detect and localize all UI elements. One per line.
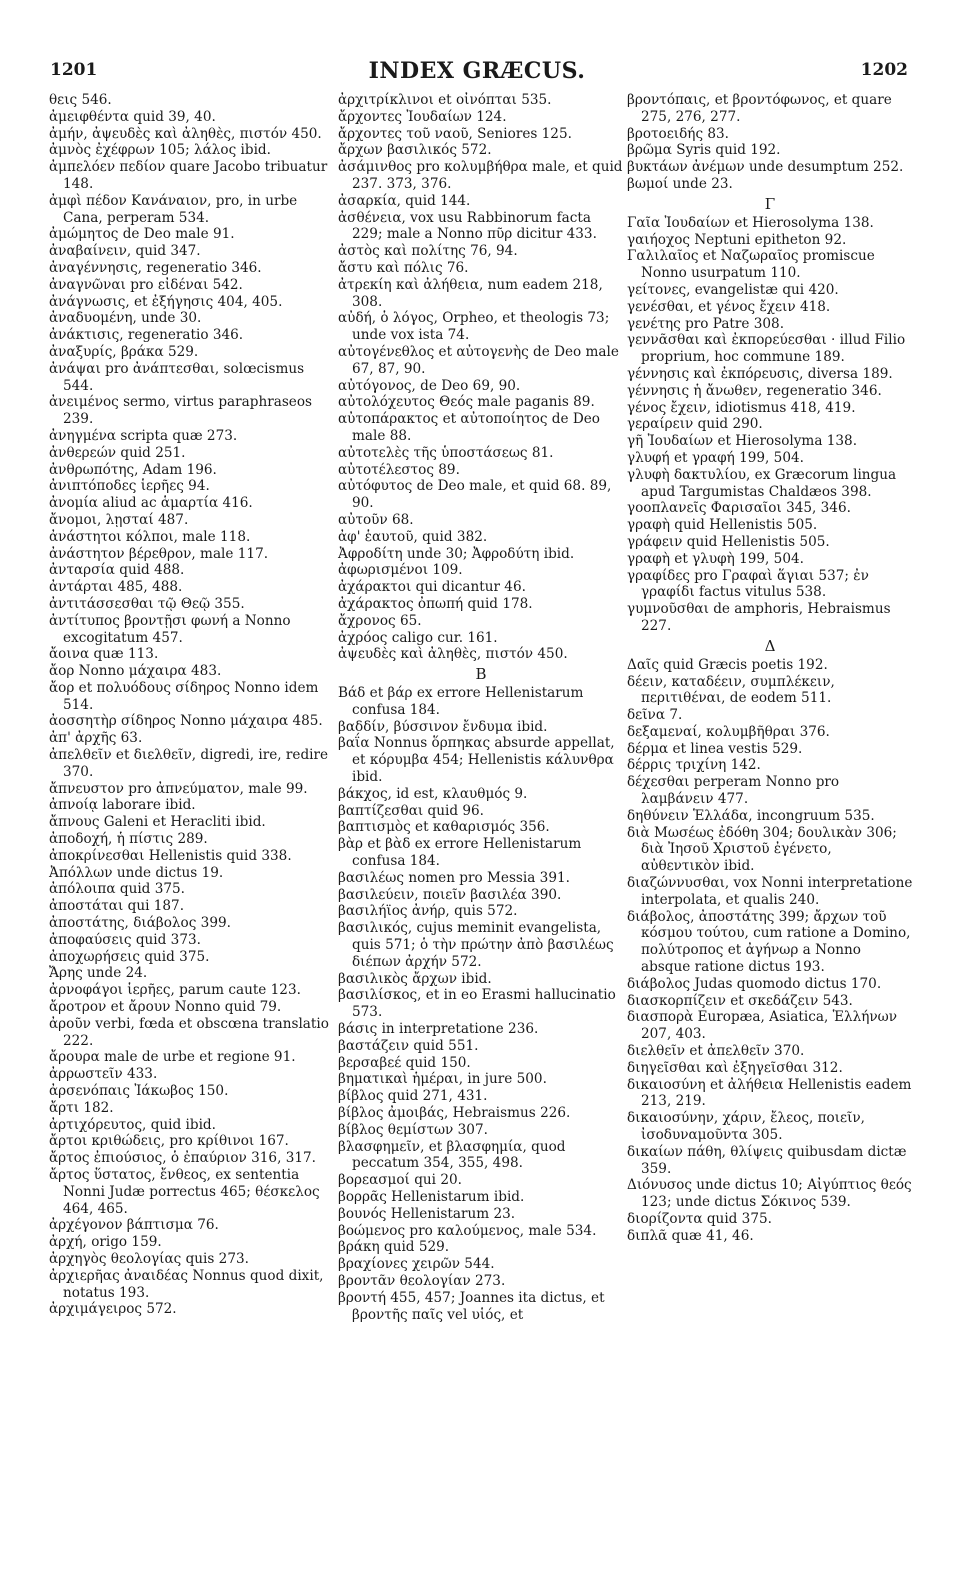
index-entry: βωμοί unde 23. <box>627 175 733 192</box>
index-entry: ἀναδυομένη, unde 30. <box>49 310 202 327</box>
index-entry: γῆ Ἰουδαίων et Hierosolyma 138. <box>627 433 858 450</box>
index-entry: γυμνοῦσθαι de amphoris, Hebraismus 227. <box>627 601 891 634</box>
index-entry: δεῖνα 7. <box>627 707 683 724</box>
index-entry: βαστάζειν quid 551. <box>338 1037 479 1054</box>
index-entry: ἀψευδὲς καὶ ἀληθὲς, πιστόν 450. <box>338 646 568 663</box>
index-entry: ἀμειφθέντα quid 39, 40. <box>49 108 216 125</box>
section-letter: Γ <box>764 194 776 213</box>
index-entry: δικαίων πάθη, θλίψεις quibusdam dictæ 359. <box>627 1143 907 1177</box>
index-entry: αὐτόγονος, de Deo 69, 90. <box>338 377 521 394</box>
index-entry: ἀχρόος caligo cur. 161. <box>338 629 498 646</box>
index-entry: ἀποκρίνεσθαι Hellenistis quid 338. <box>49 847 292 864</box>
index-entry: βασιλέως nomen pro Messia 391. <box>338 869 570 886</box>
index-entry: βασιλίσκος, et in eo Erasmi hallucinatio 573. <box>338 987 616 1021</box>
index-entry: ἀποφαύσεις quid 373. <box>49 931 201 948</box>
index-entry: ἄρτι 182. <box>49 1099 114 1116</box>
index-entry: ἀνειμένος sermo, virtus paraphraseos 239. <box>49 394 313 428</box>
index-entry: ἀμώμητος de Deo male 91. <box>49 226 235 243</box>
index-entry: ἀνάστητοι κόλποι, male 118. <box>49 528 251 545</box>
index-entry: γραφὴ et γλυφὴ 199, 504. <box>627 550 804 567</box>
index-entry: διασκορπίζειν et σκεδάζειν 543. <box>627 992 853 1009</box>
index-entry: ἄπνους Galeni et Heracliti ibid. <box>49 814 266 831</box>
section-letter: Δ <box>764 636 776 655</box>
index-entry: δέειν, καταδέειν, συμπλέκειν, περιτιθέναι, de eodem 511. <box>627 673 835 707</box>
index-entry: Βάδ et βάρ ex errore Hellenistarum confusa 184. <box>338 685 584 718</box>
index-entry: γεννᾶσθαι καὶ ἐκπορεύεσθαι · illud Filio proprium, hoc commune 189. <box>627 332 906 366</box>
index-entry: Γαῖα Ἰουδαίων et Hierosolyma 138. <box>627 214 874 231</box>
index-entry: ἀναξυρίς, βράκα 529. <box>49 343 199 360</box>
index-entry: ἄρτοι κριθώδεις, pro κρίθινοι 167. <box>49 1133 289 1150</box>
index-entry: βὰρ et βὰδ ex errore Hellenistarum confusa 184. <box>338 836 582 870</box>
index-entry: διάβολος Judas quomodo dictus 170. <box>627 975 882 992</box>
index-entry: ἀποστάται qui 187. <box>49 898 185 915</box>
index-entry: γένος ἔχειν, idiotismus 418, 419. <box>627 399 856 416</box>
index-entry: Ἄρης unde 24. <box>49 965 148 982</box>
index-entry: ἀσθένεια, vox usu Rabbinorum facta 229; male a Nonno πῦρ dicitur 433. <box>338 209 597 243</box>
index-entry: γενέτης pro Patre 308. <box>627 315 785 332</box>
index-entry: ἀσαρκία, quid 144. <box>338 192 471 209</box>
index-entry: γλυφή et γραφή 199, 504. <box>627 449 804 466</box>
index-entry: διὰ Μωσέως ἐδόθη 304; δουλικὰν 306; διὰ Ἰησοῦ Χριστοῦ ἐγένετο, αὐθεντικὸν ibid. <box>627 824 897 875</box>
index-entry: ἀρτιχόρευτος, quid ibid. <box>49 1116 216 1133</box>
index-entry: βαπτισμὸς et καθαρισμός 356. <box>338 819 550 836</box>
index-entry: διπλᾶ quæ 41, 46. <box>627 1227 754 1244</box>
index-entry: βοώμενος pro καλούμενος, male 534. <box>338 1222 597 1239</box>
index-entry: βροντόπαις, et βροντόφωνος, et quare 275, 276, 277. <box>627 92 892 125</box>
index-entry: Δαῖς quid Græcis poetis 192. <box>627 656 828 673</box>
index-entry: γλυφὴ δακτυλίου, ex Græcorum lingua apud Targumistas Chaldæos 398. <box>627 466 897 500</box>
index-entry: ἀχάρακτοι qui dicantur 46. <box>338 579 526 596</box>
index-entry: ἀποστάτης, διάβολος 399. <box>49 915 231 932</box>
index-entry: βίβλος quid 271, 431. <box>338 1088 488 1105</box>
index-entry: βάσις in interpretatione 236. <box>338 1021 539 1038</box>
index-entry: ἀχάρακτος ὀπωπή quid 178. <box>338 595 533 612</box>
index-entry: θεις 546. <box>49 92 112 108</box>
index-entry: γοοπλανεῖς Φαρισαῖοι 345, 346. <box>627 500 851 517</box>
index-entry: διορίζοντα quid 375. <box>627 1211 772 1227</box>
index-entry: ἄορ Nonno μάχαιρα 483. <box>49 663 222 680</box>
index-entry: ἀπ' ἀρχῆς 63. <box>49 730 143 747</box>
index-entry: γραφίδες pro Γραφαὶ ἅγιαι 537; ἐν γραφίδι factus vitulus 538. <box>627 567 869 601</box>
index-entry: βροντᾶν θεολογίαν 273. <box>338 1272 506 1289</box>
index-entry: ἀφ' ἑαυτοῦ, quid 382. <box>338 528 488 545</box>
index-entry: αὐτοτελὲς τῆς ὑποστάσεως 81. <box>338 444 554 461</box>
index-entry: ἄστυ καὶ πόλις 76. <box>338 259 469 276</box>
index-entry: ἀρχιερῆας ἀναιδέας Nonnus quod dixit, notatus 193. <box>49 1267 324 1301</box>
page-title: INDEX GRÆCUS. <box>368 58 586 84</box>
page-header <box>0 0 954 84</box>
index-entry: βαΐα Nonnus ὅρπηκας absurde appellat, et κόρυμβα 454; Hellenistis κάλυνθρα ibid. <box>338 735 615 786</box>
index-entry: βορεασμοί qui 20. <box>338 1172 462 1189</box>
index-entry: βερσαβεέ quid 150. <box>338 1054 471 1071</box>
index-entry: βαπτίζεσθαι quid 96. <box>338 802 484 819</box>
index-entry: διασπορὰ Europæa, Asiatica, Ἑλλήνων 207, 403. <box>627 1009 898 1043</box>
index-entry: ἀμνὸς ἐχέφρων 105; λάλος ibid. <box>49 142 271 159</box>
index-column-2 <box>338 92 624 1323</box>
index-entry: βορρᾶς Hellenistarum ibid. <box>338 1189 525 1205</box>
index-entry: Γαλιλαῖος et Ναζωραῖος promiscue Nonno usurpatum 110. <box>627 248 875 282</box>
index-entry: ἀστὸς καὶ πολίτης 76, 94. <box>338 243 518 260</box>
index-entry: ἄρουρα male de urbe et regione 91. <box>49 1049 296 1066</box>
index-entry: ἀρνοφάγοι ἱερῆες, parum caute 123. <box>49 982 301 999</box>
index-entry: γεραίρειν quid 290. <box>627 416 763 433</box>
index-entry: αὐτόφυτος de Deo male, et quid 68. 89, 90. <box>338 478 612 512</box>
index-entry: δηθύνειν Ἑλλάδα, incongruum 535. <box>627 807 875 824</box>
index-entry: αὐτοῦν 68. <box>338 511 414 528</box>
index-entry: ἄρχοντες τοῦ ναοῦ, Seniores 125. <box>338 125 572 142</box>
index-entry: ἄρτος ἐπιούσιος, ὁ ἐπαύριον 316, 317. <box>49 1150 316 1167</box>
page-number-left: 1201 <box>50 60 98 80</box>
index-entry: γείτονες, evangelistæ qui 420. <box>627 281 839 298</box>
index-entry: ἄνομοι, λῃσταί 487. <box>49 511 189 528</box>
index-entry: βηματικαὶ ἡμέραι, in jure 500. <box>338 1071 547 1088</box>
index-entry: αὐτογένεθλος et αὐτογενὴς de Deo male 67, 87, 90. <box>338 343 619 377</box>
index-entry: ἀρχηγὸς θεολογίας quis 273. <box>49 1250 249 1267</box>
index-entry: βασιλεύειν, ποιεῖν βασιλέα 390. <box>338 886 562 903</box>
index-entry: ἀντιτάσσεσθαι τῷ Θεῷ 355. <box>49 595 245 612</box>
index-entry: βάκχος, id est, κλαυθμός 9. <box>338 785 528 802</box>
index-entry: αὐτοτέλεστος 89. <box>338 461 460 478</box>
index-entry: ἀτρεκίη καὶ ἀλήθεια, num eadem 218, 308. <box>338 276 603 310</box>
index-entry: ἄορ et πολυόδους σίδηρος Nonno idem 514. <box>49 679 319 713</box>
index-entry: Διόνυσος unde dictus 10; Αἰγύπτιος θεός 123; unde dictus Σόκινος 539. <box>627 1177 912 1211</box>
index-entry: ἀποδοχή, ἡ πίστις 289. <box>49 831 208 848</box>
index-entry: βαδδίν, βύσσινον ἔνδυμα ibid. <box>338 718 548 735</box>
index-entry: δεξαμεναί, κολυμβῆθραι 376. <box>627 723 830 740</box>
index-entry: γραφὴ quid Hellenistis 505. <box>627 517 818 534</box>
index-entry: ἀναγέννησις, regeneratio 346. <box>49 259 262 276</box>
index-entry: βυκτάων ἀνέμων unde desumptum 252. <box>627 159 904 176</box>
index-entry: γέννησις καὶ ἐκπόρευσις, diversa 189. <box>627 365 893 382</box>
index-entry: ἀνάστητον βέρεθρον, male 117. <box>49 545 269 562</box>
index-entry: ἀπελθεῖν et διελθεῖν, digredi, ire, redire 370. <box>49 747 329 780</box>
index-entry: διηγεῖσθαι καὶ ἐξηγεῖσθαι 312. <box>627 1059 843 1076</box>
index-entry: γράφειν quid Hellenistis 505. <box>627 533 830 550</box>
index-entry: ἀπόλοιπα quid 375. <box>49 881 185 898</box>
index-entry: βρῶμα Syris quid 192. <box>627 142 781 159</box>
index-entry: αὐδή, ὁ λόγος, Orpheo, et theologis 73; unde vox ista 74. <box>338 310 610 344</box>
index-entry: βασιλικός, cujus meminit evangelista, quis 571; ὁ τὴν πρώτην ἀπὸ βασιλέως διέπων ἀρχήν 572. <box>338 920 614 970</box>
index-entry: ἀρχιτρίκλινοι et οἰνόπται 535. <box>338 92 552 108</box>
index-entry: ἀνηγμένα scripta quæ 273. <box>49 427 238 444</box>
index-entry: ἄροτρον et ἄρουν Nonno quid 79. <box>49 999 282 1016</box>
index-entry: ἀνιπτόποδες ἱερῆες 94. <box>49 478 210 495</box>
index-entry: ἀνθερεών quid 251. <box>49 444 186 461</box>
index-entry: ἀφωρισμένοι 109. <box>338 562 463 579</box>
index-entry: ἀνάγνωσις, et ἐξήγησις 404, 405. <box>49 293 283 310</box>
index-entry: ἀναβαίνειν, quid 347. <box>49 243 201 260</box>
index-entry: διάβολος, ἀποστάτης 399; ἄρχων τοῦ κόσμου τούτου, cum ratione a Domino, πολύτροπος et ἀγήνωρ a Nonno absque ratione dictus 193. <box>627 908 911 976</box>
index-entry: γενέσθαι, et γένος ἔχειν 418. <box>627 298 831 315</box>
index-entry: διελθεῖν et ἀπελθεῖν 370. <box>627 1043 805 1060</box>
index-entry: ἄρχοντες Ἰουδαίων 124. <box>338 108 507 125</box>
index-entry: ἄρτος ὕστατος, ἔνθεος, ex sententia Nonni Judæ porrectus 465; θέσκελος 464, 465. <box>49 1167 320 1217</box>
index-entry: ἀοσσητὴρ σίδηρος Nonno μάχαιρα 485. <box>49 713 323 730</box>
page-number-right: 1202 <box>860 60 908 80</box>
index-entry: ἀναγνῶναι pro εἰδέναι 542. <box>49 276 243 293</box>
index-entry: ἄχρονος 65. <box>338 612 422 629</box>
index-entry: ἄπνευστον pro ἀπνεύματον, male 99. <box>49 780 308 797</box>
index-entry: γέννησις ἡ ἄνωθεν, regeneratio 346. <box>627 382 882 399</box>
index-entry: Ἀπόλλων unde dictus 19. <box>49 864 224 881</box>
index-entry: ἀντάρται 485, 488. <box>49 579 183 596</box>
index-entry: ἀνθρωπότης, Adam 196. <box>49 461 217 478</box>
index-entry: ἀρχή, origo 159. <box>49 1234 162 1251</box>
index-column-3 <box>627 92 913 1245</box>
index-entry: ἀνάψαι pro ἀνάπτεσθαι, solœcismus 544. <box>49 360 305 394</box>
index-entry: δέχεσθαι perperam Nonno pro λαμβάνειν 477. <box>627 774 840 808</box>
index-entry: βροτοειδής 83. <box>627 125 729 142</box>
index-entry: ἀντίτυπος βροντῇσι φωνή a Nonno excogitatum 457. <box>49 612 291 646</box>
index-entry: ἄρχων βασιλικός 572. <box>338 142 492 159</box>
index-entry: βλασφημεῖν, et βλασφημία, quod peccatum 354, 355, 498. <box>338 1138 566 1172</box>
index-entry: Ἀφροδίτη unde 30; Ἀφροδύτη ibid. <box>338 545 575 562</box>
index-entry: βίβλος θεμίστων 307. <box>338 1121 488 1138</box>
index-entry: αὐτολόχευτος Θεός male paganis 89. <box>338 394 595 411</box>
index-entry: ἀρσενόπαις Ἰάκωβος 150. <box>49 1083 229 1100</box>
index-entry: ἀμπελόεν πεδίον quare Jacobo tribuatur 148. <box>49 159 328 192</box>
index-entry: δικαιοσύνην, χάριν, ἔλεος, ποιεῖν, ἰσοδυναμοῦντα 305. <box>627 1110 866 1144</box>
index-entry: ἀμήν, ἀψευδὲς καὶ ἀληθὲς, πιστόν 450. <box>49 125 322 142</box>
index-column-1 <box>49 92 335 1318</box>
index-entry: αὐτοπάρακτος et αὐτοποίητος de Deo male 88. <box>338 411 600 444</box>
index-entry: ἄοινα quæ 113. <box>49 646 159 663</box>
index-entry: βραχίονες χειρῶν 544. <box>338 1256 495 1273</box>
index-entry: ἀπνοίᾳ laborare ibid. <box>49 797 196 814</box>
index-entry: ἀποχωρήσεις quid 375. <box>49 948 210 965</box>
index-entry: βασιλήϊος ἀνήρ, quis 572. <box>338 903 518 920</box>
index-entry: ἀνταρσία quid 488. <box>49 562 185 579</box>
index-entry: βράκη quid 529. <box>338 1239 450 1256</box>
index-entry: γαιήοχος Neptuni epitheton 92. <box>627 231 847 248</box>
index-entry: δέρρις τριχίνη 142. <box>627 757 761 774</box>
index-entry: δικαιοσύνη et ἀλήθεια Hellenistis eadem 213, 219. <box>627 1076 912 1110</box>
index-entry: δέρμα et linea vestis 529. <box>627 740 803 757</box>
index-entry: βουνός Hellenistarum 23. <box>338 1205 516 1222</box>
index-entry: βροντή 455, 457; Joannes ita dictus, et βροντῆς παῖς vel υἱός, et <box>338 1289 605 1323</box>
index-entry: ἀσάμινθος pro κολυμβήθρα male, et quid 237. 373, 376. <box>338 159 623 192</box>
section-letter: B <box>475 665 487 684</box>
index-entry: διαζώννυσθαι, vox Nonni interpretatione interpolata, et qualis 240. <box>627 875 913 908</box>
index-entry: ἀρχέγονον βάπτισμα 76. <box>49 1217 219 1234</box>
index-entry: βίβλος ἀμοιβάς, Hebraismus 226. <box>338 1105 571 1122</box>
index-entry: ἀνομία aliud ac ἁμαρτία 416. <box>49 495 253 512</box>
index-entry: ἀροῦν verbi, fœda et obscœna translatio 222. <box>49 1015 329 1049</box>
index-entry: βασιλικὸς ἄρχων ibid. <box>338 970 492 987</box>
index-entry: ἀμφὶ πέδον Κανάναιον, pro, in urbe Cana, perperam 534. <box>49 192 298 226</box>
index-entry: ἀρρωστεῖν 433. <box>49 1066 158 1083</box>
index-entry: ἀνάκτισις, regeneratio 346. <box>49 327 244 344</box>
index-entry: ἀρχιμάγειρος 572. <box>49 1301 177 1318</box>
